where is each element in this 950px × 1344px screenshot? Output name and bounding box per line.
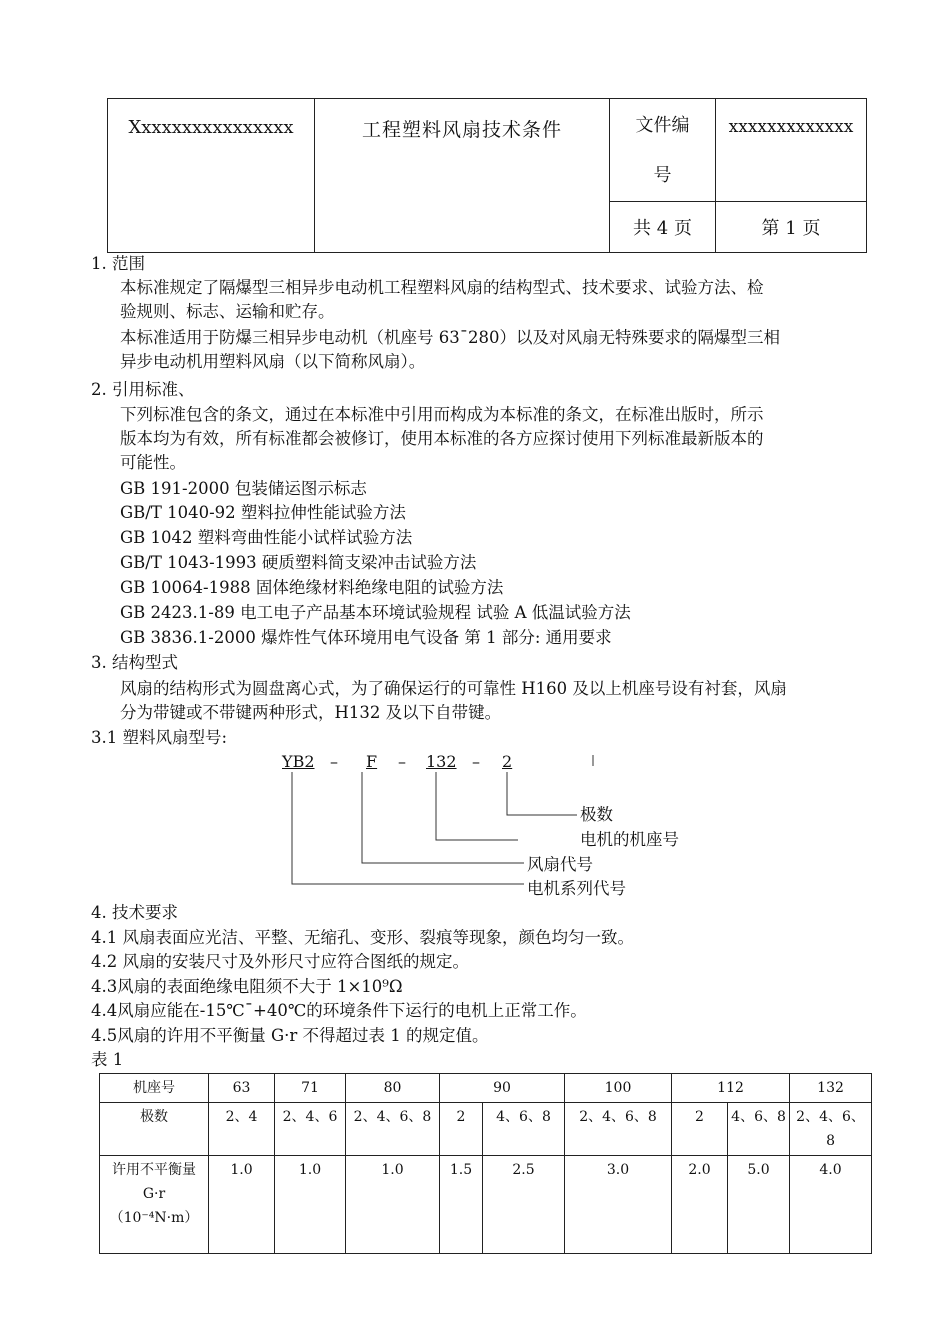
model-dash: – xyxy=(472,752,480,771)
page-number: 第 1 页 xyxy=(716,202,867,253)
section-1-paragraph: 异步电动机用塑料风扇（以下简称风扇）。 xyxy=(120,352,426,371)
table-cell-unbalance-label xyxy=(100,1156,209,1254)
reference-standard: GB/T 1040-92 塑料拉伸性能试验方法 xyxy=(120,503,406,522)
table-cell: 2、4、6、8 xyxy=(790,1103,872,1156)
table-row xyxy=(100,1103,872,1156)
table-cell: 4、6、8 xyxy=(483,1103,565,1156)
model-dash: – xyxy=(398,752,406,771)
table-cell: 80 xyxy=(346,1074,440,1103)
requirement-item: 4.1 风扇表面应光洁、平整、无缩孔、变形、裂痕等现象，颜色均匀一致。 xyxy=(91,928,634,947)
table-cell: 1.0 xyxy=(209,1156,275,1254)
section-1-paragraph: 验规则、标志、运输和贮存。 xyxy=(120,302,335,321)
section-1-heading: 1. 范围 xyxy=(91,254,145,273)
table-cell: 2、4、6、8 xyxy=(565,1103,672,1156)
reference-standard: GB/T 1043-1993 硬质塑料简支梁冲击试验方法 xyxy=(120,553,477,572)
doc-number-value: xxxxxxxxxxxxx xyxy=(716,99,867,202)
doc-number-label xyxy=(610,99,716,202)
section-2-paragraph: 可能性。 xyxy=(120,453,186,472)
table-cell: 2、4 xyxy=(209,1103,275,1156)
section-3-paragraph: 分为带键或不带键两种形式，H132 及以下自带键。 xyxy=(120,703,502,722)
requirement-item: 4.5风扇的许用不平衡量 G·r 不得超过表 1 的规定值。 xyxy=(91,1026,489,1045)
section-2-paragraph: 下列标准包含的条文，通过在本标准中引用而构成为本标准的条文，在标准出版时，所示 xyxy=(120,405,764,424)
table-row xyxy=(100,1074,872,1103)
model-label-frame-size: 电机的机座号 xyxy=(580,830,679,849)
section-3-1-heading: 3.1 塑料风扇型号: xyxy=(91,728,228,747)
model-part-fan-code: F xyxy=(366,752,378,771)
model-label-poles: 极数 xyxy=(580,805,613,824)
requirement-item: 4.2 风扇的安装尺寸及外形尺寸应符合图纸的规定。 xyxy=(91,952,469,971)
table-cell: 132 xyxy=(790,1074,872,1103)
section-1-paragraph: 本标准规定了隔爆型三相异步电动机工程塑料风扇的结构型式、技术要求、试验方法、检 xyxy=(120,278,764,297)
total-pages: 共 4 页 xyxy=(610,202,716,253)
section-2-paragraph: 版本均为有效，所有标准都会被修订，使用本标准的各方应探讨使用下列标准最新版本的 xyxy=(120,429,764,448)
document-title: 工程塑料风扇技术条件 xyxy=(315,99,610,253)
table-cell: 1.0 xyxy=(275,1156,346,1254)
model-label-fan-code: 风扇代号 xyxy=(527,855,593,874)
reference-standard: GB 10064-1988 固体绝缘材料绝缘电阻的试验方法 xyxy=(120,578,504,597)
table-cell: 2、4、6、8 xyxy=(346,1103,440,1156)
requirement-item: 4.4风扇应能在-15℃¯+40℃的环境条件下运行的电机上正常工作。 xyxy=(91,1001,587,1020)
unbalance-label-line2: G·r（10⁻⁴N·m） xyxy=(109,1186,199,1226)
table-cell: 1.5 xyxy=(440,1156,483,1254)
table-cell: 机座号 xyxy=(100,1074,209,1103)
table-cell: 71 xyxy=(275,1074,346,1103)
requirement-item: 4.3风扇的表面绝缘电阻须不大于 1×10⁹Ω xyxy=(91,977,403,996)
doc-number-label-line1: 文件编 xyxy=(635,115,690,136)
unbalance-label-line1: 许用不平衡量 xyxy=(112,1162,196,1178)
reference-standard: GB 3836.1-2000 爆炸性气体环境用电气设备 第 1 部分: 通用要求 xyxy=(120,628,612,647)
section-3-heading: 3. 结构型式 xyxy=(91,653,178,672)
document-header-table xyxy=(107,98,867,253)
table-cell: 100 xyxy=(565,1074,672,1103)
table-cell: 2 xyxy=(440,1103,483,1156)
table-row xyxy=(100,1156,872,1254)
table-cell: 63 xyxy=(209,1074,275,1103)
table-cell: 2.0 xyxy=(672,1156,728,1254)
model-part-frame-size: 132 xyxy=(426,752,457,771)
table-cell: 极数 xyxy=(100,1103,209,1156)
reference-standard: GB 191-2000 包装储运图示标志 xyxy=(120,479,367,498)
table-cell: 2、4、6 xyxy=(275,1103,346,1156)
table-cell: 1.0 xyxy=(346,1156,440,1254)
table-cell: 4、6、8 xyxy=(728,1103,790,1156)
model-label-motor-series: 电机系列代号 xyxy=(527,879,626,898)
reference-standard: GB 1042 塑料弯曲性能小试样试验方法 xyxy=(120,528,413,547)
table-cell: 5.0 xyxy=(728,1156,790,1254)
table-cell: 2 xyxy=(672,1103,728,1156)
section-4-heading: 4. 技术要求 xyxy=(91,903,178,922)
table-cell: 2.5 xyxy=(483,1156,565,1254)
table-cell: 90 xyxy=(440,1074,565,1103)
table-1-label: 表 1 xyxy=(91,1050,124,1069)
doc-number-label-line2: 号 xyxy=(653,165,672,186)
section-1-paragraph: 本标准适用于防爆三相异步电动机（机座号 63¯280）以及对风扇无特殊要求的隔爆型三相 xyxy=(120,328,780,347)
table-cell: 3.0 xyxy=(565,1156,672,1254)
reference-standard: GB 2423.1-89 电工电子产品基本环境试验规程 试验 A 低温试验方法 xyxy=(120,603,631,622)
company-name: Xxxxxxxxxxxxxxxx xyxy=(108,99,315,253)
table-cell: 112 xyxy=(672,1074,790,1103)
model-part-series: YB2 xyxy=(282,752,315,771)
section-2-heading: 2. 引用标准、 xyxy=(91,380,195,399)
model-part-poles: 2 xyxy=(502,752,513,771)
unbalance-limits-table xyxy=(99,1073,872,1254)
table-cell: 4.0 xyxy=(790,1156,872,1254)
section-3-paragraph: 风扇的结构形式为圆盘离心式，为了确保运行的可靠性 H160 及以上机座号设有衬套，风扇 xyxy=(120,679,787,698)
model-dash: – xyxy=(330,752,338,771)
